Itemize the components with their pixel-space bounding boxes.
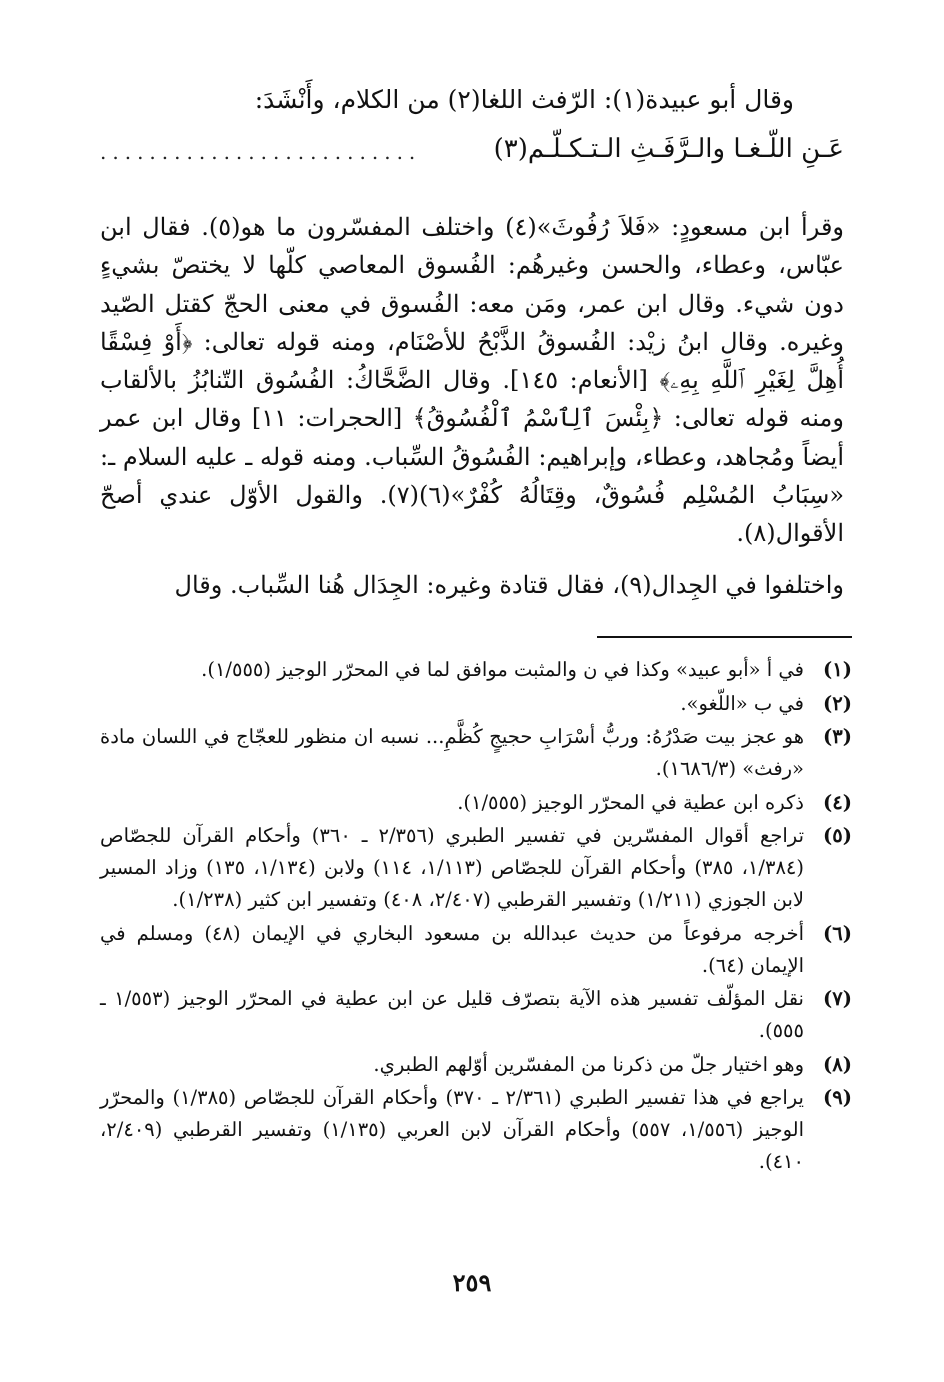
- footnote-number: (٩): [823, 1086, 852, 1109]
- page-number: ٢٥٩: [452, 1268, 492, 1297]
- footnote-text: في أ «أبو عبيد» وكذا في ن والمثبت موافق لما في المحرّر الوجيز (١/٥٥٥).: [201, 658, 804, 681]
- footnote-8: [100, 1049, 852, 1081]
- verse-hemistich: عَـنِ اللّـغـا والـرَّفَـثِ الـتـكـلّـم(٣): [493, 134, 844, 164]
- footnote-5: [100, 820, 852, 916]
- footnote-text: أخرجه مرفوعاً من حديث عبدالله بن مسعود البخاري في الإيمان (٤٨) ومسلم في الإيمان (٦٤).: [100, 921, 804, 977]
- main-paragraph: وقرأ ابن مسعودٍ: «فَلاَ رُفُوثَ»(٤) واختلف المفسّرون ما هو(٥). فقال ابن عبّاس، وعطاء، والحسن وغيرهُم: الفُسوق المعاصي كلّها لا يختصّ بشيءٍ دون شيء. وقال ابن عمر، ومَن معه: الفُسوق في معنى الحجّ كقتل الصّيد وغيره. وقال ابنُ زيْد: الفُسوقُ الذَّبْحُ للأصْنَام، ومنه قوله تعالى: ﴿أَوْ فِسْقًا أُهِلَّ لِغَيْرِ ٱللَّهِ بِهِۦ﴾ [الأنعام: ١٤٥]. وقال الضَّحَّاكُ: الفُسُوق التّنابُزُ بالألقاب ومنه قوله تعالى: ﴿بِئْسَ ٱلِٱسْمُ ٱلْفُسُوقُ﴾ [الحجرات: ١١] وقال ابن عمر أيضاً ومُجاهد، وعطاء، وإبراهيم: الفُسُوقُ السِّباب. ومنه قوله ـ عليه السلام ـ: «سِبَابُ المُسْلِم فُسُوقٌ، وقِتَالُهُ كُفْرٌ»(٦)(٧). والقول الأوّل عندي أصحّ الأقوال(٨).: [100, 213, 845, 548]
- intro-line: وقال أبو عبيدة(١): الرّفث اللغا(٢) من الكلام، وأَنْشَدَ:: [254, 85, 794, 114]
- footnote-number: (٢): [823, 691, 852, 715]
- closing-line: واختلفوا في الجِدال(٩)، فقال قتادة وغيره: الجِدَال هُنا السِّباب. وقال: [174, 571, 844, 599]
- verse-ellipsis: ..........................: [100, 140, 422, 164]
- footnote-3: [100, 721, 852, 785]
- poetry-verse: [100, 132, 844, 182]
- footnote-2: [100, 688, 852, 720]
- footnote-number: (٥): [823, 824, 852, 847]
- footnote-text: تراجع أقوال المفسّرين في تفسير الطبري (٢/٣٥٦ ـ ٣٦٠) وأحكام القرآن للجصّاص (١/٣٨٤، ٣٨٥) وأحكام القرآن للجصّاص (١/١١٣، ١١٤) ولابن (١/١٣٤، ١٣٥) وزاد المسير لابن الجوزي (١/٢١١) وتفسير القرطبي (٢/٤٠٧، ٤٠٨) وتفسير ابن كثير (١/٢٣٨).: [100, 824, 804, 911]
- footnotes-list: [100, 654, 852, 1180]
- footnote-number: (٤): [823, 790, 852, 814]
- footnote-separator: [597, 636, 852, 638]
- footnote-4: [100, 787, 852, 819]
- footnote-number: (٧): [823, 987, 852, 1010]
- footnote-number: (١): [823, 658, 852, 681]
- footnote-number: (٣): [823, 725, 852, 748]
- footnote-text: نقل المؤلّف تفسير هذه الآية بتصرّف قليل عن ابن عطية في المحرّر الوجيز (١/٥٥٣ ـ ٥٥٥).: [100, 987, 804, 1042]
- footnote-number: (٦): [823, 921, 852, 945]
- footnote-text: وهو اختيار جلّ من ذكرنا من المفسّرين أوّلهم الطبري.: [373, 1052, 804, 1076]
- footnote-text: هو عجز بيت صَدْرُهُ: وربُّ أسْرَابِ حجيجٍ كُظَّمِ... نسبه ان منظور للعجّاج في اللسان مادة «رفث» (١٦٨٦/٣).: [100, 725, 804, 780]
- footnote-6: [100, 918, 852, 982]
- footnote-7: [100, 983, 852, 1047]
- footnote-number: (٨): [823, 1052, 852, 1076]
- footnote-9: [100, 1082, 852, 1178]
- footnote-text: في ب «اللّغو».: [680, 691, 804, 715]
- footnote-text: ذكره ابن عطية في المحرّر الوجيز (١/٥٥٥).: [457, 790, 804, 814]
- footnote-1: [100, 654, 852, 686]
- footnote-text: يراجع في هذا تفسير الطبري (٢/٣٦١ ـ ٣٧٠) وأحكام القرآن للجصّاص (١/٣٨٥) والمحرّر الوجيز (١/٥٥٦، ٥٥٧) وأحكام القرآن لابن العربي (١/١٣٥) وتفسير القرطبي (٢/٤٠٩، ٤١٠).: [100, 1086, 805, 1173]
